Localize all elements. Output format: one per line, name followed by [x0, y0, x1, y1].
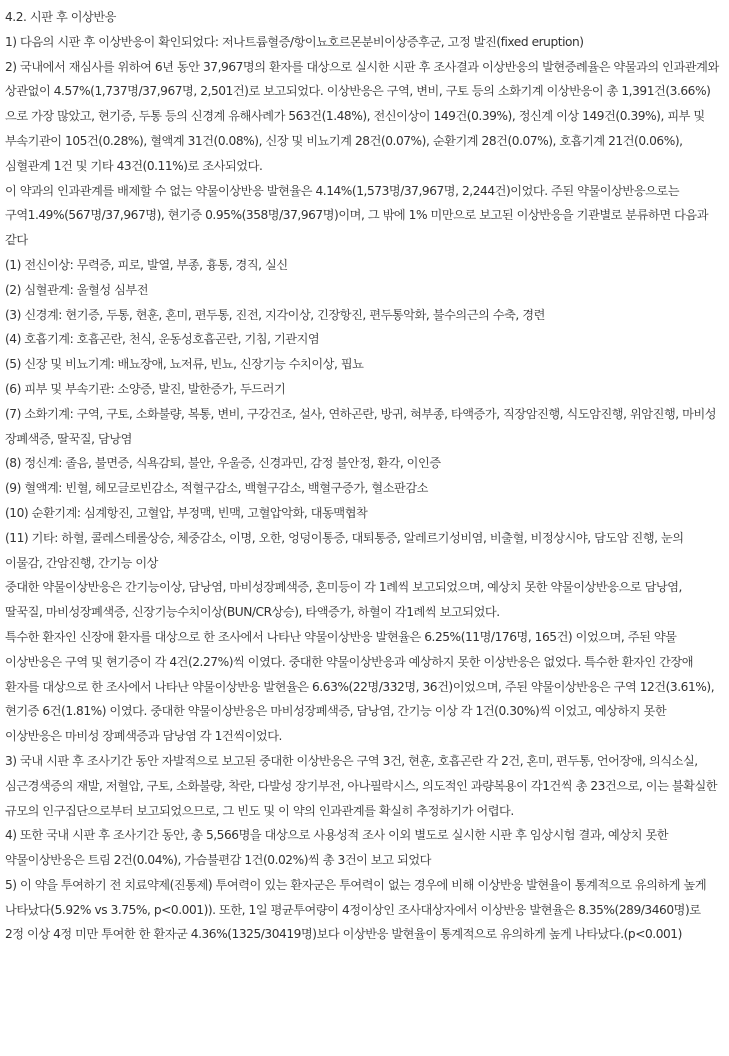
list-item-other: (11) 기타: 하혈, 콜레스테롤상승, 체중감소, 이명, 오한, 엉덩이통증, 대퇴통증, 알레르기성비염, 비출혈, 비정상시야, 담도암 진행, 눈의 이물감, 간암진행, 간기능 이상 [5, 530, 684, 570]
list-item-nervous: (3) 신경계: 현기증, 두통, 현훈, 혼미, 편두통, 진전, 지각이상, 긴장항진, 편두통악화, 불수의근의 수축, 경련 [5, 307, 545, 322]
list-item-respiratory: (4) 호흡기계: 호흡곤란, 천식, 운동성호흡곤란, 기침, 기관지염 [5, 332, 320, 347]
paragraph-item-2: 2) 국내에서 재심사를 위하여 6년 동안 37,967명의 환자를 대상으로 실시한 시판 후 조사결과 이상반응의 발현증례율은 약물과의 인과관계와 상관없이 4.57%(1,737명/37,967명, 2,501건)로 보고되었다. 이상반응은 구역, 변비, 구토 등의 소화기계 이상반응이 총 1,391건(3.66%)으로 가장 많았고, 현기증, 두통 등의 신경계 유해사례가 563건(1.48%), 전신이상이 149건(0.39%), 정신계 이상 149건(0.39%), 피부 및 부속기관이 105건(0.28%), 혈액계 31건(0.08%), 신장 및 비뇨기계 28건(0.07%), 순환기계 28건(0.07%), 호흡기계 21건(0.06%), 심혈관계 1건 및 기타 43건(0.11%)로 조사되었다. [5, 59, 719, 173]
paragraph-special-patients: 특수한 환자인 신장애 환자를 대상으로 한 조사에서 나타난 약물이상반응 발현율은 6.25%(11명/176명, 165건) 이었으며, 주된 약물 이상반응은 구역 및 현기증이 각 4건(2.27%)씩 이였다. 중대한 약물이상반응과 예상하지 못한 이상반응은 없었다. 특수한 환자인 간장애 환자를 대상으로 한 조사에서 나타난 약물이상반응 발현율은 6.63%(22명/332명, 36건)이었으며, 주된 약물이상반응은 구역 12건(3.61%), 현기증 6건(1.81%) 이였다. 중대한 약물이상반응은 마비성장폐색증, 담낭염, 간기능 이상 각 1건(0.30%)씩 이었고, 예상하지 못한 이상반응은 마비성 장폐색증과 담낭염 각 1건씩이었다. [5, 629, 715, 744]
list-item-cardiovascular: (2) 심혈관계: 울혈성 심부전 [5, 282, 149, 297]
list-item-circulatory: (10) 순환기계: 심계항진, 고혈압, 부정맥, 빈맥, 고혈압악화, 대동맥협착 [5, 505, 368, 520]
list-item-digestive: (7) 소화기계: 구역, 구토, 소화불량, 복통, 변비, 구강건조, 설사, 연하곤란, 방귀, 혀부종, 타액증가, 직장암진행, 식도암진행, 위암진행, 마비성 장폐색증, 딸꾹질, 담낭염 [5, 406, 717, 446]
paragraph-item-3: 3) 국내 시판 후 조사기간 동안 자발적으로 보고된 중대한 이상반응은 구역 3건, 현훈, 호흡곤란 각 2건, 혼미, 편두통, 언어장애, 의식소실, 심근경색증의 재발, 저혈압, 구토, 소화불량, 착란, 다발성 장기부전, 아나필락시스, 의도적인 과량복용이 각1건씩 총 23건으로, 이는 불확실한 규모의 인구집단으로부터 보고되었으므로, 그 빈도 및 이 약의 인과관계를 확실히 추정하기가 어렵다. [5, 753, 718, 818]
list-item-urinary: (5) 신장 및 비뇨기계: 배뇨장애, 뇨저류, 빈뇨, 신장기능 수치이상, 핍뇨 [5, 357, 364, 372]
paragraph-causality: 이 약과의 인과관계를 배제할 수 없는 약물이상반응 발현율은 4.14%(1,573명/37,967명, 2,244건)이었다. 주된 약물이상반응으로는 구역1.49%(567명/37,967명), 현기증 0.95%(358명/37,967명)이며, 그 밖에 1% 미만으로 보고된 이상반응을 기관별로 분류하면 다음과 같다 [5, 183, 709, 248]
paragraph-item-1: 1) 다음의 시판 후 이상반응이 확인되었다: 저나트륨혈증/항이뇨호르몬분비이상증후군, 고정 발진(fixed eruption) [5, 34, 584, 49]
paragraph-serious-reactions: 중대한 약물이상반응은 간기능이상, 담낭염, 마비성장폐색증, 혼미등이 각 1례씩 보고되었으며, 예상치 못한 약물이상반응으로 담낭염, 딸꾹질, 마비성장폐색증, 신장기능수치이상(BUN/CR상승), 타액증가, 하혈이 각1례씩 보고되었다. [5, 580, 682, 620]
list-item-blood: (9) 혈액계: 빈혈, 헤모글로빈감소, 적혈구감소, 백혈구감소, 백혈구증가, 혈소판감소 [5, 481, 428, 496]
list-item-general: (1) 전신이상: 무력증, 피로, 발열, 부종, 흉통, 경직, 실신 [5, 257, 288, 272]
list-item-skin: (6) 피부 및 부속기관: 소양증, 발진, 발한증가, 두드러기 [5, 381, 286, 396]
paragraph-item-5: 5) 이 약을 투여하기 전 치료약제(진통제) 투여력이 있는 환자군은 투여력이 없는 경우에 비해 이상반응 발현율이 통계적으로 유의하게 높게 나타났다(5.92% vs 3.75%, p<0.001)). 또한, 1일 평균투여량이 4정이상인 조사대상자에서 이상반응 발현율은 8.35%(289/3460명)로 2정 이상 4정 미만 투여한 한 환자군 4.36%(1325/30419명)보다 이상반응 발현율이 통계적으로 유의하게 높게 나타났다.(p<0.001) [5, 877, 707, 942]
section-heading: 4.2. 시판 후 이상반응 [5, 10, 116, 24]
paragraph-item-4: 4) 또한 국내 시판 후 조사기간 동안, 총 5,566명을 대상으로 사용성적 조사 이외 별도로 실시한 시판 후 임상시험 결과, 예상치 못한 약물이상반응은 트림 2건(0.04%), 가슴불편감 1건(0.02%)씩 총 3건이 보고 되었다 [5, 828, 669, 868]
list-item-psychiatric: (8) 정신계: 졸음, 불면증, 식욕감퇴, 불안, 우울증, 신경과민, 감정 불안정, 환각, 이인증 [5, 456, 441, 471]
